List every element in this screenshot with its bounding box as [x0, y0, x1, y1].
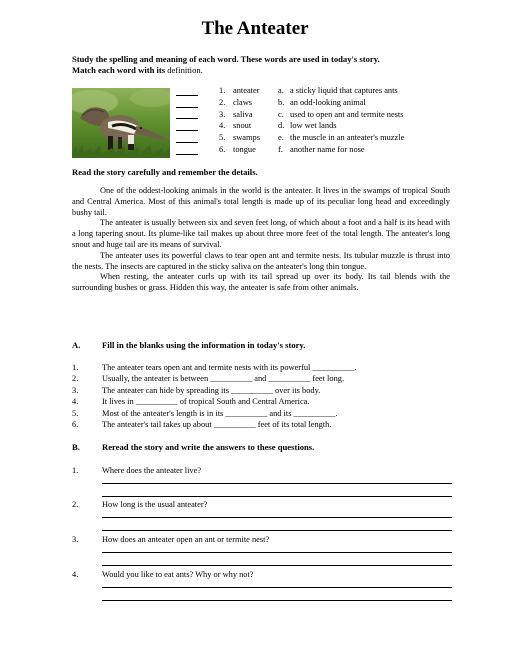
answer-blank-3[interactable] [176, 108, 198, 120]
definition-text: low wet lands [290, 121, 337, 131]
item-number: 3. [72, 385, 79, 395]
instructions-line-2 [72, 65, 452, 76]
vocab-number: 6. [219, 144, 226, 154]
answer-line[interactable] [102, 600, 452, 601]
definition-text: used to open ant and termite nests [290, 109, 404, 119]
instructions-line-1: Study the spelling and meaning of each word. These words are used in today's story. [72, 54, 380, 64]
answer-blank-4[interactable] [176, 119, 198, 131]
item-number: 2. [72, 374, 79, 384]
anteater-photo [72, 88, 170, 158]
vocab-number: 5. [219, 133, 226, 143]
vocab-list [219, 85, 404, 156]
question-number: 2. [72, 500, 79, 509]
vocab-row [219, 144, 404, 156]
item-text: The anteater can hide by spreading its __________ over its body. [102, 385, 321, 395]
story-text [72, 186, 450, 294]
section-title: Fill in the blanks using the information in today's story. [102, 340, 306, 350]
answer-line[interactable] [102, 496, 452, 497]
vocab-instructions [72, 54, 452, 76]
definition-letter: b. [278, 97, 285, 107]
item-number: 1. [72, 363, 79, 372]
definition-text: the muscle in an anteater's muzzle [290, 133, 405, 143]
definition-letter: e. [278, 133, 284, 143]
definition-letter: c. [278, 109, 284, 119]
item-text: The anteater tears open ant and termite nests with its powerful __________. [102, 363, 357, 372]
answer-line[interactable] [102, 530, 452, 531]
vocab-word: tongue [233, 144, 256, 154]
vocab-word: swamps [233, 133, 260, 143]
question-text: Where does the anteater live? [102, 466, 202, 475]
question-text: How long is the usual anteater? [102, 500, 208, 509]
definition-text: another name for nose [290, 144, 365, 154]
vocab-number: 3. [219, 109, 226, 119]
question-number: 4. [72, 570, 79, 579]
answer-blank-5[interactable] [176, 131, 198, 143]
answer-blank-2[interactable] [176, 96, 198, 108]
item-number: 6. [72, 419, 79, 429]
vocab-word: snout [233, 121, 252, 131]
vocab-number: 4. [219, 121, 226, 131]
vocab-row [219, 109, 404, 121]
question-number: 3. [72, 535, 79, 544]
answer-line[interactable] [102, 587, 452, 588]
vocab-word: anteater [233, 86, 260, 95]
fill-in-item[interactable] [72, 408, 356, 419]
story-instructions: Read the story carefully and remember the details. [72, 167, 258, 177]
page-title: The Anteater [201, 18, 309, 39]
vocab-row [219, 120, 404, 132]
fill-in-list [72, 362, 356, 430]
answer-line[interactable] [102, 483, 452, 484]
fill-in-item[interactable] [72, 385, 356, 396]
vocab-number: 2. [219, 97, 226, 107]
answer-line[interactable] [102, 552, 452, 553]
vocab-answer-blanks [176, 84, 198, 155]
definition-text: a sticky liquid that captures ants [290, 86, 398, 95]
fill-in-item[interactable] [72, 419, 356, 430]
story-paragraph: The anteater is usually between six and seven feet long, of which about a foot and a half is its head with a long tapering snout. Its plume-like tail makes up about three more feet of the total length. The anteater's long snout and huge tail are its means of survival. [72, 218, 450, 249]
section-letter: A. [72, 340, 81, 350]
instructions-normal: definition. [165, 65, 203, 75]
section-letter: B. [72, 442, 80, 452]
answer-line[interactable] [102, 517, 452, 518]
vocab-row [219, 132, 404, 144]
vocab-row [219, 97, 404, 109]
story-paragraph: One of the oddest-looking animals in the world is the anteater. It lives in the swamps of tropical South and Central America. Most of this animal's total length is made up of its peculiar long head and exceedingly bushy tail. [72, 186, 450, 217]
definition-letter: f. [278, 144, 283, 154]
vocab-word: claws [233, 97, 253, 107]
fill-in-item[interactable] [72, 396, 356, 407]
fill-in-item[interactable] [72, 373, 356, 384]
answer-blank-1[interactable] [176, 84, 198, 96]
vocab-row [219, 85, 404, 97]
fill-in-item[interactable] [72, 362, 356, 373]
answer-blank-6[interactable] [176, 143, 198, 155]
item-text: Usually, the anteater is between __________ and __________ feet long. [102, 374, 345, 384]
vocab-word: saliva [233, 109, 253, 119]
story-paragraph: When resting, the anteater curls up with its tail spread up over its body. Its tail blends with the surrounding bushes or grass. Hidden this way, the anteater is safe from other animals. [72, 272, 450, 293]
item-text: It lives in __________ of tropical South and Central America. [102, 397, 310, 407]
question-text: How does an anteater open an ant or termite nest? [102, 535, 270, 544]
vocab-number: 1. [219, 86, 226, 95]
question-text: Would you like to eat ants? Why or why not? [102, 570, 254, 579]
definition-text: an odd-looking animal [290, 97, 366, 107]
item-text: The anteater's tail takes up about __________ feet of its total length. [102, 419, 332, 429]
question-number: 1. [72, 466, 79, 475]
section-title: Reread the story and write the answers to these questions. [102, 442, 315, 452]
section-b-heading [72, 442, 314, 452]
section-a-heading [72, 340, 305, 350]
item-number: 5. [72, 408, 79, 418]
item-text: Most of the anteater's length is in its __________ and its __________. [102, 408, 338, 418]
item-number: 4. [72, 397, 79, 407]
answer-line[interactable] [102, 565, 452, 566]
definition-letter: d. [278, 121, 285, 131]
instructions-bold: Match each word with its [72, 65, 166, 75]
definition-letter: a. [278, 86, 284, 95]
story-paragraph: The anteater uses its powerful claws to tear open ant and termite nests. Its tubular muzzle is thrust into the nests. The insects are captured in the sticky saliva on the anteater's long thin tongue. [72, 250, 450, 271]
anteater-illustration [72, 88, 170, 158]
